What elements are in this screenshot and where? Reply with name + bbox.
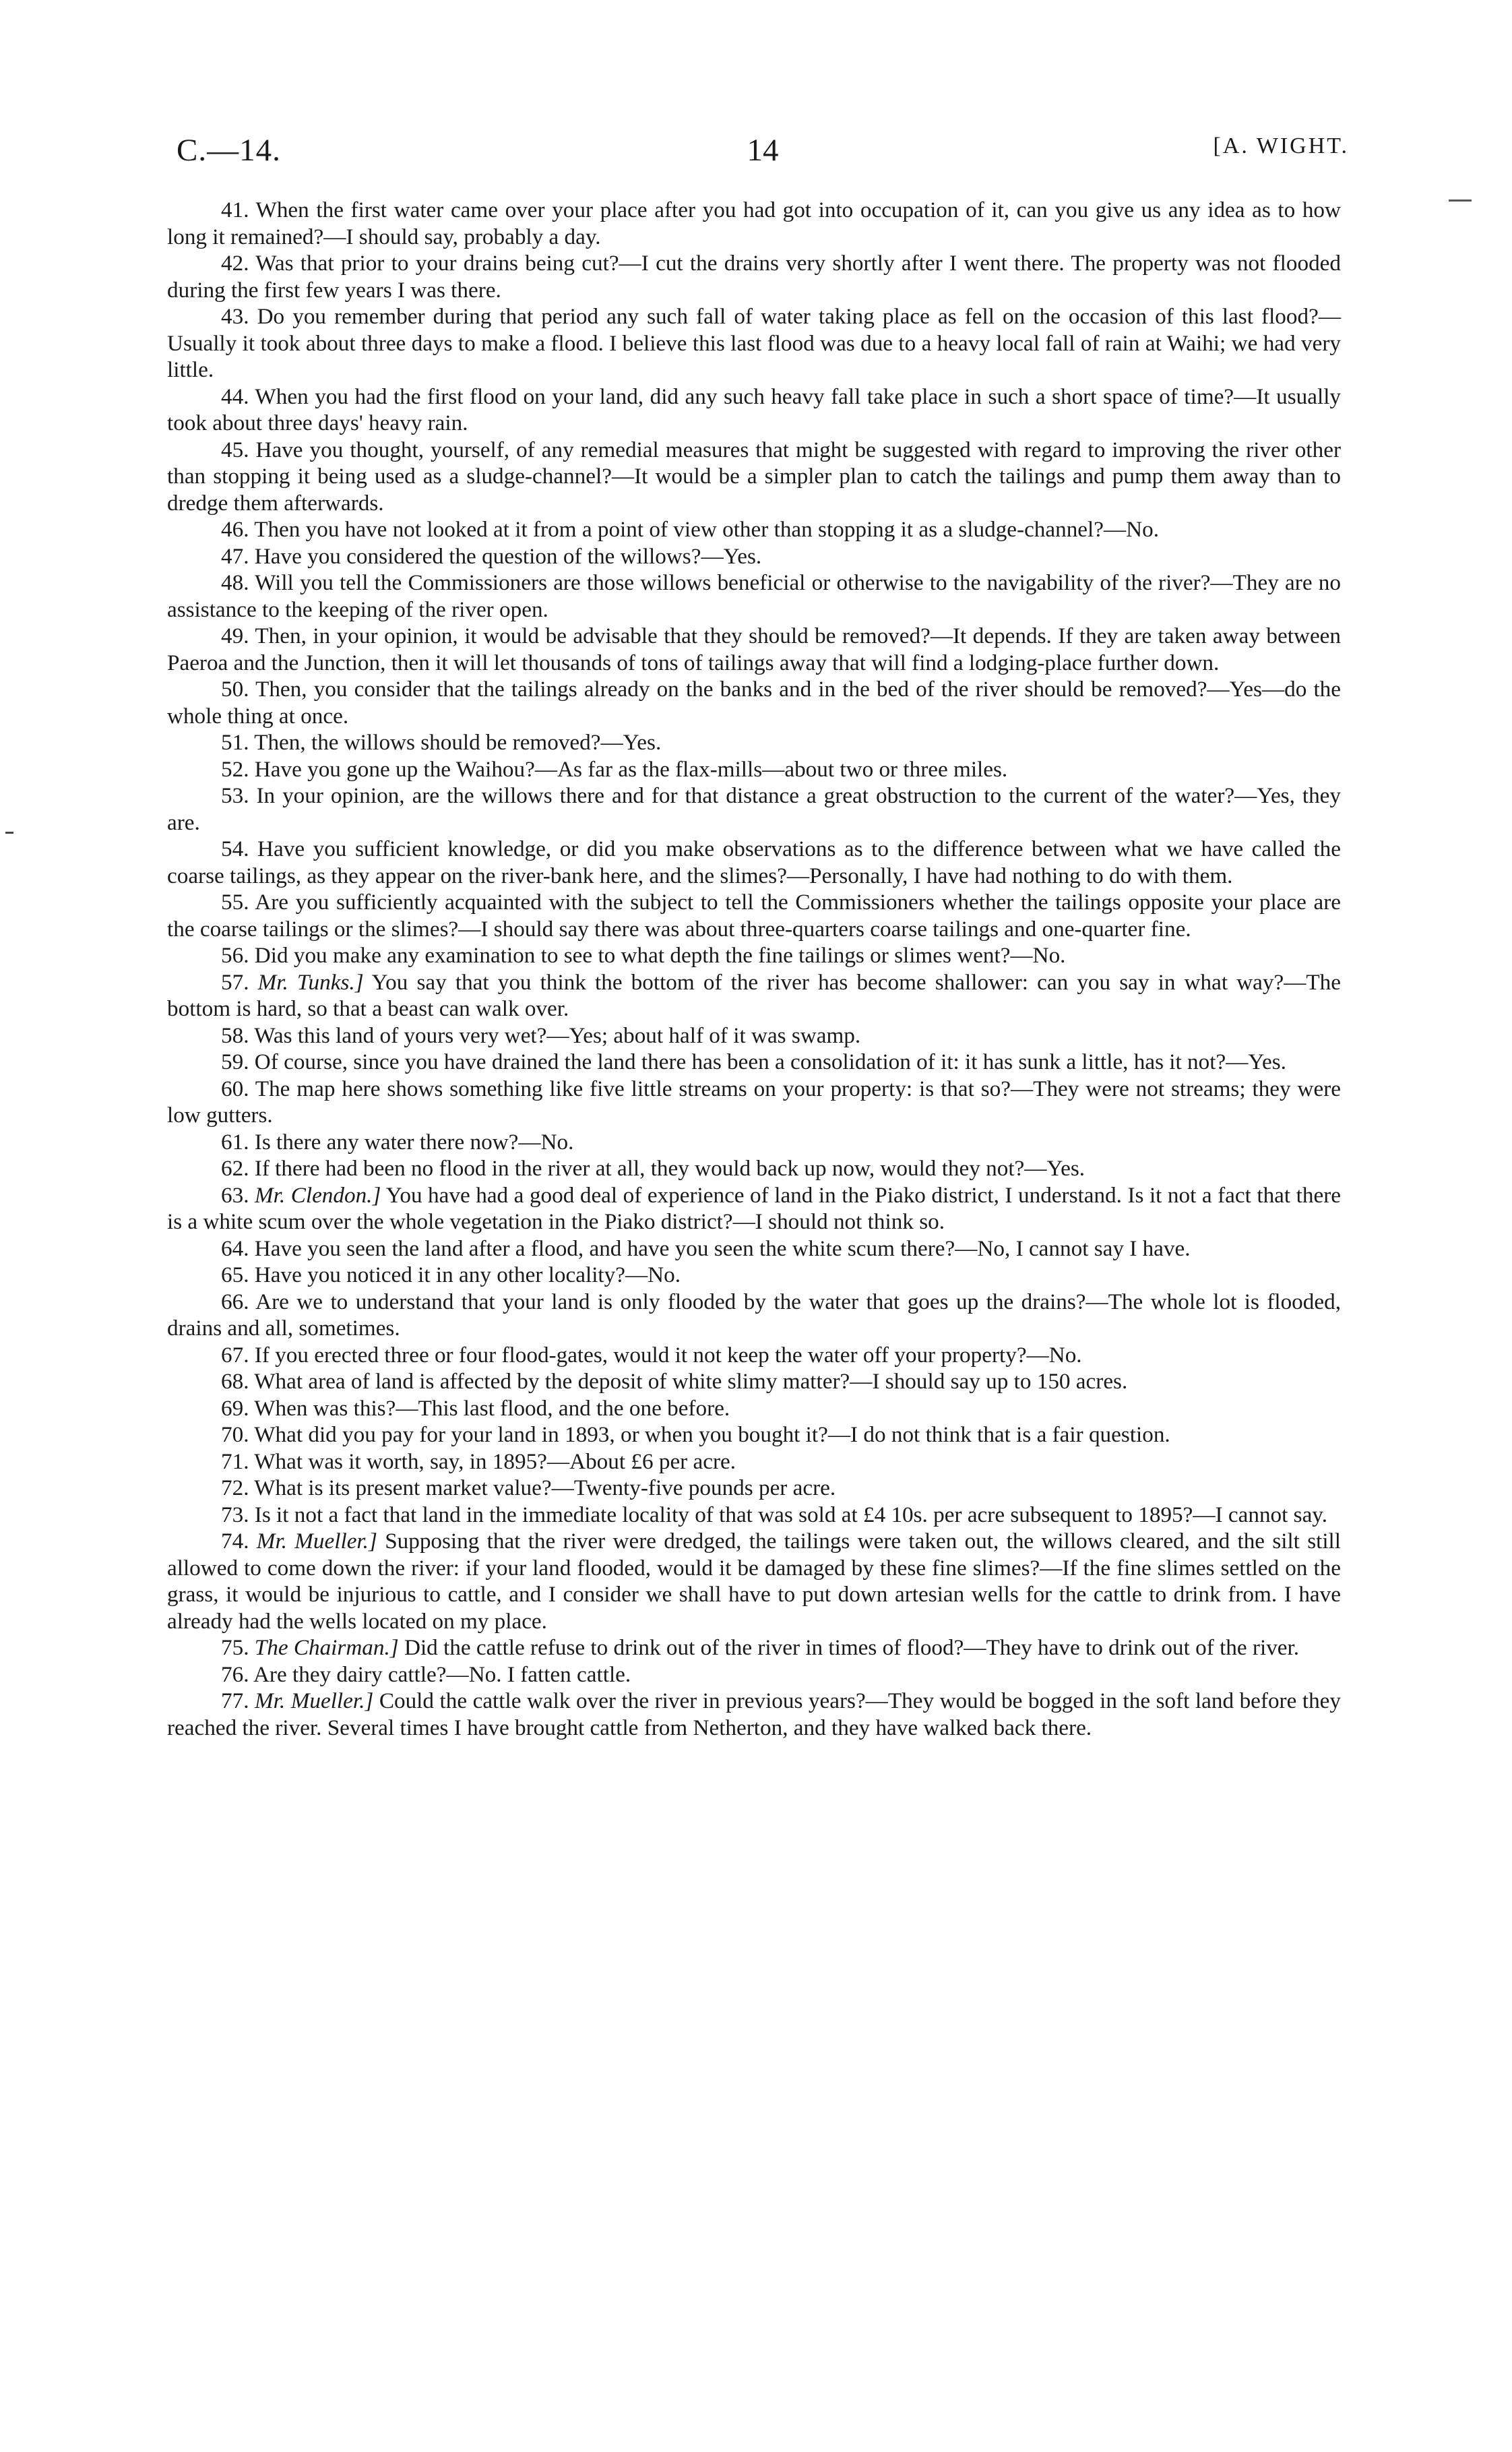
question-paragraph — [167, 1235, 1341, 1262]
question-number: 56. — [221, 943, 249, 968]
question-paragraph — [167, 889, 1341, 942]
scan-edge-mark — [1449, 200, 1472, 202]
question-number: 63. — [221, 1182, 249, 1208]
question-paragraph — [167, 197, 1341, 250]
speaker-name: Mr. Mueller.] — [255, 1688, 374, 1713]
question-number: 55. — [221, 890, 249, 915]
question-text: When the first water came over your place after you had got into occupation of it, can you give us any idea as to how long it remained?—I should say, probably a day. — [167, 197, 1341, 249]
question-number: 57. — [221, 969, 249, 995]
question-number: 77. — [221, 1688, 249, 1713]
question-number: 49. — [221, 623, 249, 648]
question-paragraph — [167, 516, 1341, 543]
question-text: You say that you think the bottom of the river has become shallower: can you say in what way?—The bottom is hard, so that a beast can walk over. — [167, 969, 1341, 1021]
question-paragraph — [167, 1076, 1341, 1129]
question-text: What did you pay for your land in 1893, or when you bought it?—I do not think that is a fair question. — [254, 1422, 1170, 1447]
question-paragraph — [167, 1182, 1341, 1235]
question-paragraph — [167, 1342, 1341, 1369]
question-text: Then, you consider that the tailings already on the banks and in the bed of the river should be removed?—Yes—do the whole thing at once. — [167, 677, 1341, 729]
speaker-name: Mr. Mueller.] — [256, 1529, 377, 1554]
question-paragraph — [167, 783, 1341, 836]
question-text: Do you remember during that period any such fall of water taking place as fell on the occasion of this last flood?—Usually it took about three days to make a flood. I believe this last flood was due to a heavy local fall of rain at Waihi; we had very little. — [167, 304, 1341, 382]
evidence-body — [167, 197, 1341, 1741]
question-text: Did you make any examination to see to what depth the fine tailings or slimes went?—No. — [254, 943, 1066, 968]
question-paragraph — [167, 1129, 1341, 1156]
question-text: What was it worth, say, in 1895?—About £6 per acre. — [254, 1448, 736, 1474]
question-number: 47. — [221, 543, 249, 569]
question-paragraph — [167, 1661, 1341, 1688]
question-text: Will you tell the Commissioners are those willows beneficial or otherwise to the navigability of the river?—They are no assistance to the keeping of the river open. — [167, 570, 1341, 622]
question-text: Could the cattle walk over the river in previous years?—They would be bogged in the soft land before they reached the river. Several times I have brought cattle from Netherton, and they have walked back there. — [167, 1688, 1341, 1740]
document-code: C.—14. — [177, 133, 281, 168]
question-paragraph — [167, 1155, 1341, 1182]
question-paragraph — [167, 1368, 1341, 1395]
question-text: The map here shows something like five little streams on your property: is that so?—They were not streams; they were low gutters. — [167, 1076, 1341, 1128]
question-number: 60. — [221, 1076, 249, 1101]
question-text: Are they dairy cattle?—No. I fatten cattle. — [253, 1661, 631, 1687]
question-paragraph — [167, 836, 1341, 889]
question-text: Have you considered the question of the willows?—Yes. — [254, 543, 762, 569]
question-number: 51. — [221, 730, 249, 755]
question-paragraph — [167, 1634, 1341, 1661]
question-number: 46. — [221, 517, 249, 542]
question-text: Then, the willows should be removed?—Yes. — [254, 730, 662, 755]
question-paragraph — [167, 676, 1341, 729]
question-paragraph — [167, 1049, 1341, 1076]
question-text: Are you sufficiently acquainted with the subject to tell the Commissioners whether the tailings opposite your place are the coarse tailings or the slimes?—I should say there was about three-quarters coarse tailings and one-quarter fine. — [167, 890, 1341, 942]
question-text: Did the cattle refuse to drink out of the river in times of flood?—They have to drink out of the river. — [404, 1635, 1300, 1660]
question-paragraph — [167, 570, 1341, 623]
question-paragraph — [167, 1688, 1341, 1741]
page-number: 14 — [747, 133, 779, 168]
question-paragraph — [167, 623, 1341, 676]
question-number: 58. — [221, 1022, 249, 1048]
question-text: If there had been no flood in the river at all, they would back up now, would they not?—Yes. — [254, 1156, 1085, 1181]
question-number: 62. — [221, 1156, 249, 1181]
question-text: Have you noticed it in any other locality?—No. — [254, 1262, 681, 1287]
question-number: 42. — [221, 251, 249, 276]
speaker-name: The Chairman.] — [254, 1635, 399, 1660]
question-text: Supposing that the river were dredged, the tailings were taken out, the willows cleared, and the silt still allowed to come down the river: if your land flooded, would it be damaged by these fine slimes?—If the fine slimes settled on the grass, it would be injurious to cattle, and I consider we shall have to put down artesian wells for the cattle to drink from. I have already had the wells located on my place. — [167, 1529, 1341, 1634]
question-paragraph — [167, 303, 1341, 384]
question-number: 68. — [221, 1369, 249, 1394]
question-number: 50. — [221, 677, 249, 702]
question-number: 44. — [221, 384, 249, 409]
question-text: Was that prior to your drains being cut?—I cut the drains very shortly after I went there. The property was not flooded during the first few years I was there. — [167, 251, 1342, 303]
question-paragraph — [167, 1448, 1341, 1475]
speaker-name: Mr. Tunks.] — [257, 969, 364, 995]
question-text: Was this land of yours very wet?—Yes; about half of it was swamp. — [254, 1022, 861, 1048]
question-number: 72. — [221, 1475, 249, 1500]
question-number: 70. — [221, 1422, 249, 1447]
question-paragraph — [167, 1421, 1341, 1448]
question-text: Is there any water there now?—No. — [254, 1129, 574, 1155]
question-paragraph — [167, 384, 1341, 437]
question-number: 64. — [221, 1235, 249, 1261]
question-number: 41. — [221, 197, 249, 222]
question-number: 48. — [221, 570, 249, 595]
question-text: Have you gone up the Waihou?—As far as the flax-mills—about two or three miles. — [254, 756, 1008, 782]
question-paragraph — [167, 1022, 1341, 1049]
question-text: Are we to understand that your land is only flooded by the water that goes up the drains?—The whole lot is flooded, drains and all, sometimes. — [167, 1289, 1341, 1341]
question-number: 61. — [221, 1129, 249, 1155]
question-number: 69. — [221, 1395, 249, 1421]
scan-margin-mark — [5, 832, 13, 834]
question-text: Have you seen the land after a flood, and have you seen the white scum there?—No, I cannot say I have. — [254, 1235, 1191, 1261]
question-paragraph — [167, 1395, 1341, 1422]
question-paragraph — [167, 543, 1341, 570]
question-number: 59. — [221, 1049, 249, 1074]
question-text: Of course, since you have drained the land there has been a consolidation of it: it has sunk a little, has it not?—Yes. — [254, 1049, 1286, 1074]
question-text: Have you thought, yourself, of any remedial measures that might be suggested with regard to improving the river other than stopping it being used as a sludge-channel?—It would be a simpler plan to catch the tailings and pump them away than to dredge them afterwards. — [167, 437, 1341, 516]
question-number: 65. — [221, 1262, 249, 1287]
question-text: What area of land is affected by the deposit of white slimy matter?—I should say up to 150 acres. — [254, 1369, 1128, 1394]
question-number: 45. — [221, 437, 249, 462]
witness-name: [A. WIGHT. — [1213, 133, 1349, 158]
question-number: 67. — [221, 1342, 249, 1368]
question-paragraph — [167, 1262, 1341, 1289]
question-number: 74. — [221, 1529, 249, 1554]
question-number: 66. — [221, 1289, 249, 1314]
question-text: Then, in your opinion, it would be advisable that they should be removed?—It depends. If they are taken away between Paeroa and the Junction, then it will let thousands of tons of tailings away that will find a lodging-place further down. — [167, 623, 1341, 675]
question-text: When was this?—This last flood, and the one before. — [254, 1395, 730, 1421]
question-text: When you had the first flood on your land, did any such heavy fall take place in such a short space of time?—It usually took about three days' heavy rain. — [167, 384, 1342, 435]
question-paragraph — [167, 437, 1341, 517]
question-paragraph — [167, 1289, 1341, 1342]
question-text: What is its present market value?—Twenty-five pounds per acre. — [254, 1475, 836, 1500]
question-paragraph — [167, 1528, 1341, 1634]
question-text: Then you have not looked at it from a point of view other than stopping it as a sludge-channel?—No. — [254, 517, 1160, 542]
question-text: If you erected three or four flood-gates, would it not keep the water off your property?—No. — [254, 1342, 1082, 1368]
question-number: 75. — [221, 1635, 249, 1660]
question-paragraph — [167, 729, 1341, 756]
question-number: 53. — [221, 783, 249, 808]
question-number: 71. — [221, 1448, 249, 1474]
question-number: 54. — [221, 836, 249, 861]
question-number: 76. — [221, 1661, 249, 1687]
question-paragraph — [167, 969, 1341, 1022]
question-text: Have you sufficient knowledge, or did you make observations as to the difference between what we have called the coarse tailings, as they appear on the river-bank here, and the slimes?—Personally, I have had nothing to do with them. — [167, 836, 1342, 888]
speaker-name: Mr. Clendon.] — [255, 1182, 381, 1208]
question-paragraph — [167, 1475, 1341, 1502]
question-text: You have had a good deal of experience of land in the Piako district, I understand. Is it not a fact that there is a white scum over the whole vegetation in the Piako district?—I should not think so. — [167, 1182, 1341, 1234]
question-number: 52. — [221, 756, 249, 782]
question-text: In your opinion, are the willows there and for that distance a great obstruction to the current of the water?—Yes, they are. — [167, 783, 1341, 835]
question-number: 73. — [221, 1502, 249, 1527]
running-head — [177, 132, 1349, 179]
question-paragraph — [167, 250, 1341, 303]
question-paragraph — [167, 756, 1341, 783]
question-paragraph — [167, 942, 1341, 969]
question-number: 43. — [221, 304, 249, 329]
question-text: Is it not a fact that land in the immediate locality of that was sold at £4 10s. per acre subsequent to 1895?—I cannot say. — [254, 1502, 1328, 1527]
question-paragraph — [167, 1502, 1341, 1529]
